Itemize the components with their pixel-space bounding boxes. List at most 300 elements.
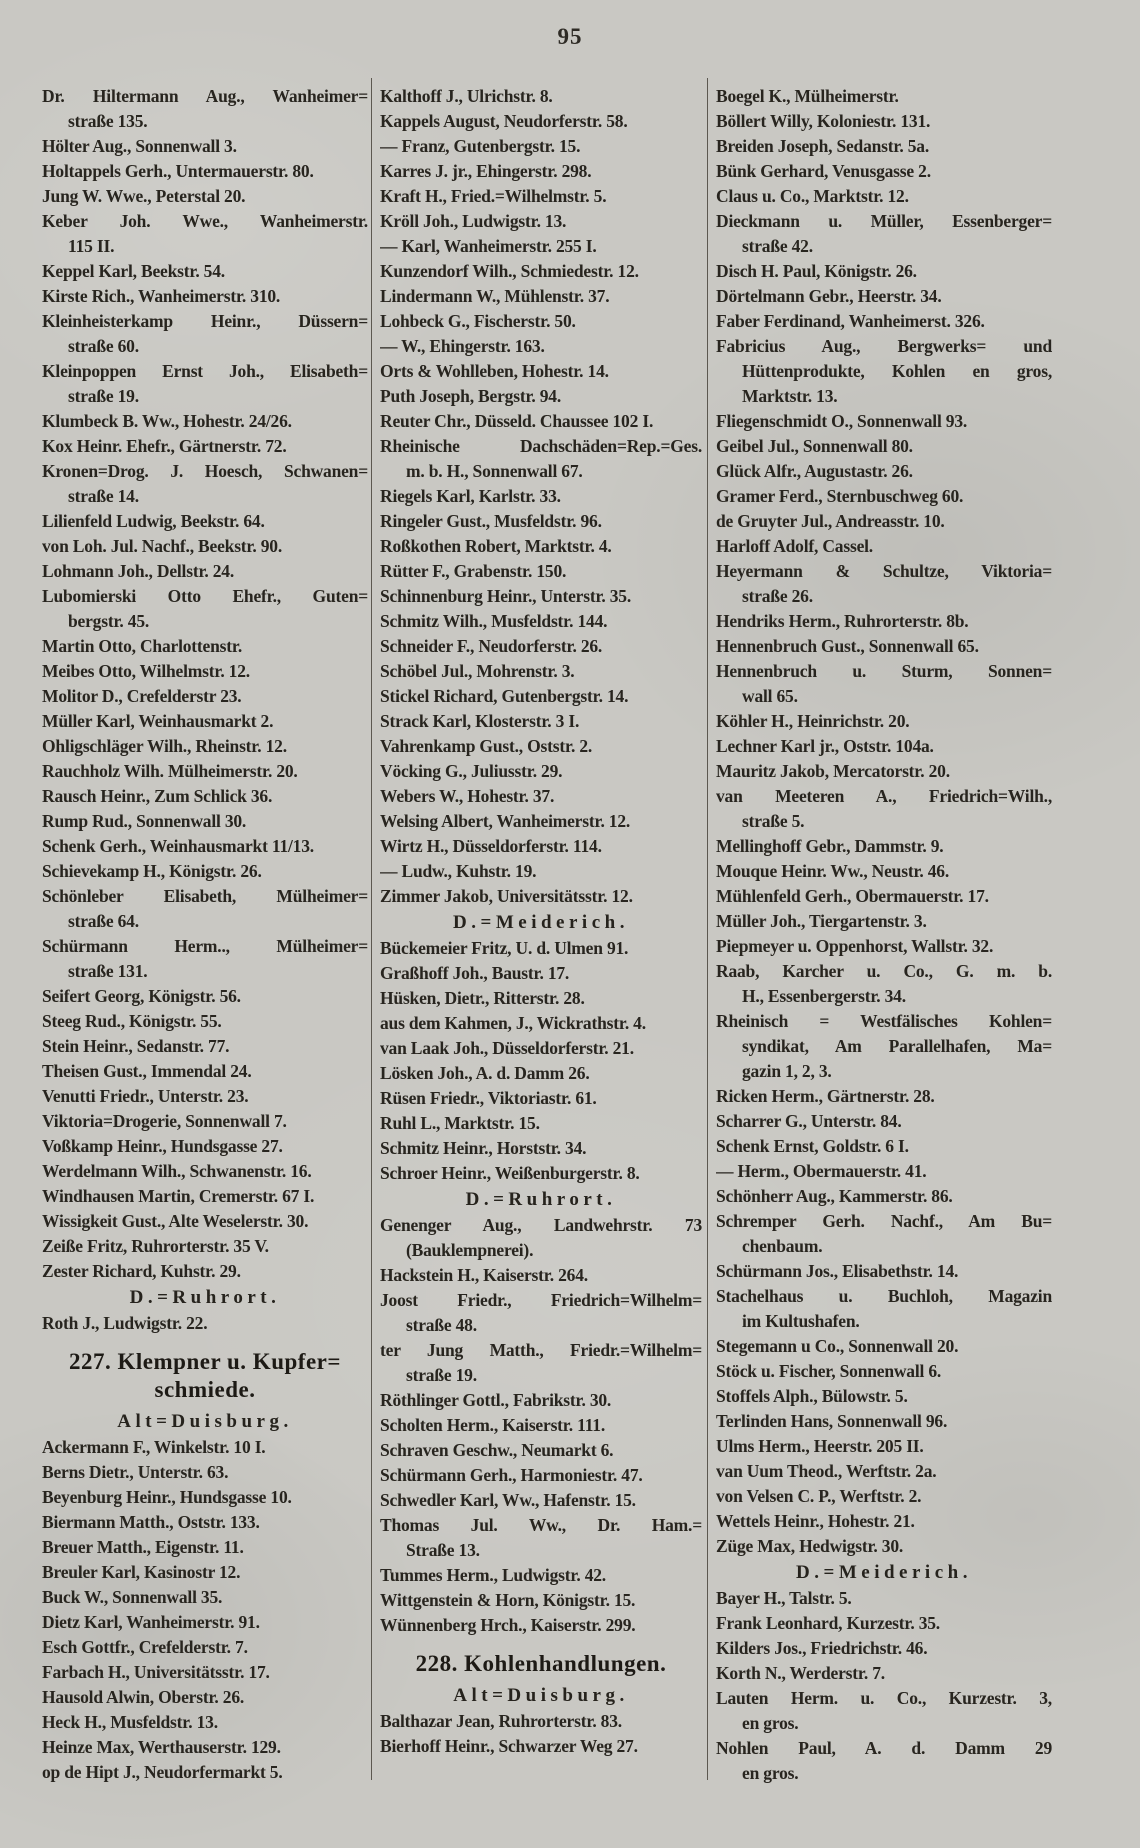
directory-entry [42, 184, 368, 209]
entry-line: Ruhl L., Marktstr. 15. [380, 1113, 540, 1133]
entry-line: Kronen=Drog. J. Hoesch, Schwanen= [42, 461, 368, 481]
entry-line: straße 26. [742, 586, 813, 606]
directory-entry [716, 259, 1052, 284]
entry-line: Lilienfeld Ludwig, Beekstr. 64. [42, 511, 265, 531]
directory-entry [716, 1459, 1052, 1484]
directory-entry [716, 209, 1052, 259]
entry-line: Schönherr Aug., Kammerstr. 86. [716, 1186, 953, 1206]
directory-entry [380, 659, 702, 684]
entry-line: Schroer Heinr., Weißenburgerstr. 8. [380, 1163, 640, 1183]
column-divider-right [707, 78, 708, 1780]
entry-line: Bayer H., Talstr. 5. [716, 1588, 852, 1608]
directory-entry [42, 1159, 368, 1184]
directory-entry [42, 259, 368, 284]
entry-line: Müller Joh., Tiergartenstr. 3. [716, 911, 927, 931]
district-subheader: Alt=Duisburg. [453, 1685, 629, 1706]
directory-entry [42, 859, 368, 884]
directory-entry [42, 809, 368, 834]
directory-entry [380, 334, 702, 359]
entry-line: Claus u. Co., Marktstr. 12. [716, 186, 909, 206]
directory-entry [380, 1488, 702, 1513]
entry-line: Müller Karl, Weinhausmarkt 2. [42, 711, 274, 731]
entry-line: Disch H. Paul, Königstr. 26. [716, 261, 917, 281]
entry-line: Bünk Gerhard, Venusgasse 2. [716, 161, 931, 181]
entry-line: Thomas Jul. Ww., Dr. Ham.= [380, 1515, 702, 1535]
entry-line: Ohligschläger Wilh., Rheinstr. 12. [42, 736, 287, 756]
entry-line: straße 135. [68, 111, 148, 131]
entry-line: 115 II. [68, 236, 115, 256]
entry-line: (Bauklempnerei). [406, 1240, 534, 1260]
entry-line: Tummes Herm., Ludwigstr. 42. [380, 1565, 606, 1585]
directory-entry [380, 834, 702, 859]
district-subheader: Alt=Duisburg. [117, 1411, 293, 1432]
entry-line: Schremper Gerh. Nachf., Am Bu= [716, 1211, 1052, 1231]
directory-entry [42, 1259, 368, 1284]
entry-line: Roßkothen Robert, Marktstr. 4. [380, 536, 612, 556]
directory-entry [380, 986, 702, 1011]
directory-entry [716, 334, 1052, 409]
entry-line: van Meeteren A., Friedrich=Wilh., [716, 786, 1052, 806]
entry-line: Scharrer G., Unterstr. 84. [716, 1111, 902, 1131]
entry-line: Stickel Richard, Gutenbergstr. 14. [380, 686, 629, 706]
entry-line: Schneider F., Neudorferstr. 26. [380, 636, 603, 656]
entry-line: Schönleber Elisabeth, Mülheimer= [42, 886, 368, 906]
directory-entry [716, 1159, 1052, 1184]
entry-line: Rauchholz Wilh. Mülheimerstr. 20. [42, 761, 298, 781]
directory-entry [42, 1059, 368, 1084]
directory-entry [42, 434, 368, 459]
directory-entry [380, 1263, 702, 1288]
entry-line: Rütter F., Grabenstr. 150. [380, 561, 567, 581]
directory-entry [380, 784, 702, 809]
entry-line: H., Essenbergerstr. 34. [742, 986, 906, 1006]
directory-entry [380, 1613, 702, 1638]
directory-entry [42, 734, 368, 759]
entry-line: Dr. Hiltermann Aug., Wanheimer= [42, 86, 368, 106]
entry-line: Böllert Willy, Koloniestr. 131. [716, 111, 931, 131]
entry-line: Schürmann Herm.., Mülheimer= [42, 936, 368, 956]
entry-line: Hennenbruch Gust., Sonnenwall 65. [716, 636, 979, 656]
directory-entry [716, 1409, 1052, 1434]
entry-line: Schievekamp H., Königstr. 26. [42, 861, 262, 881]
entry-line: Vahrenkamp Gust., Oststr. 2. [380, 736, 593, 756]
directory-entry [716, 284, 1052, 309]
entry-line: Viktoria=Drogerie, Sonnenwall 7. [42, 1111, 287, 1131]
entry-line: Ricken Herm., Gärtnerstr. 28. [716, 1086, 935, 1106]
entry-line: Mauritz Jakob, Mercatorstr. 20. [716, 761, 950, 781]
entry-line: Schinnenburg Heinr., Unterstr. 35. [380, 586, 632, 606]
directory-entry [716, 784, 1052, 834]
directory-entry [716, 1184, 1052, 1209]
entry-line: Roth J., Ludwigstr. 22. [42, 1313, 208, 1333]
directory-entry [42, 884, 368, 934]
directory-entry [380, 84, 702, 109]
entry-line: Karres J. jr., Ehingerstr. 298. [380, 161, 592, 181]
entry-line: Heyermann & Schultze, Viktoria= [716, 561, 1052, 581]
entry-line: Wittgenstein & Horn, Königstr. 15. [380, 1590, 636, 1610]
directory-entry [716, 1109, 1052, 1134]
directory-entry [380, 1463, 702, 1488]
entry-line: Nohlen Paul, A. d. Damm 29 [716, 1738, 1052, 1758]
entry-line: Kilders Jos., Friedrichstr. 46. [716, 1638, 928, 1658]
directory-entry [42, 1735, 368, 1760]
directory-entry [380, 434, 702, 484]
district-subheader: D.=Ruhrort. [465, 1189, 617, 1210]
directory-entry [380, 1111, 702, 1136]
directory-entry [42, 1635, 368, 1660]
entry-line: Meibes Otto, Wilhelmstr. 12. [42, 661, 250, 681]
entry-line: Jung W. Wwe., Peterstal 20. [42, 186, 246, 206]
entry-line: Rausch Heinr., Zum Schlick 36. [42, 786, 273, 806]
entry-line: Zeiße Fritz, Ruhrorterstr. 35 V. [42, 1236, 269, 1256]
entry-line: Heinze Max, Werthauserstr. 129. [42, 1737, 281, 1757]
directory-entry [380, 259, 702, 284]
directory-entry [42, 934, 368, 984]
entry-line: Wirtz H., Düsseldorferstr. 114. [380, 836, 602, 856]
directory-entry [716, 834, 1052, 859]
directory-entry [380, 734, 702, 759]
directory-entry [716, 709, 1052, 734]
directory-entry [716, 409, 1052, 434]
directory-entry [380, 859, 702, 884]
directory-entry [716, 634, 1052, 659]
section-header-line: schmiede. [154, 1377, 256, 1402]
column-divider-left [371, 78, 372, 1780]
entry-line: Rheinisch = Westfälisches Kohlen= [716, 1011, 1052, 1031]
directory-entry [42, 1435, 368, 1460]
entry-line: Ackermann F., Winkelstr. 10 I. [42, 1437, 266, 1457]
directory-entry [716, 434, 1052, 459]
directory-entry [380, 936, 702, 961]
entry-line: Steeg Rud., Königstr. 55. [42, 1011, 222, 1031]
directory-entry [716, 909, 1052, 934]
entry-line: Keppel Karl, Beekstr. 54. [42, 261, 225, 281]
directory-entry [380, 309, 702, 334]
entry-line: Schmitz Wilh., Musfeldstr. 144. [380, 611, 608, 631]
directory-entry [380, 1413, 702, 1438]
directory-entry [716, 1284, 1052, 1334]
district-subheader: D.=Meiderich. [453, 912, 629, 933]
entry-line: Seifert Georg, Königstr. 56. [42, 986, 241, 1006]
directory-entry [42, 1660, 368, 1685]
entry-line: Korth N., Werderstr. 7. [716, 1663, 885, 1683]
page-number: 95 [557, 24, 583, 49]
entry-line: Breuler Karl, Kasinostr 12. [42, 1562, 241, 1582]
directory-entry [716, 1611, 1052, 1636]
directory-entry [716, 1209, 1052, 1259]
directory-entry [42, 784, 368, 809]
directory-entry [380, 1513, 702, 1563]
directory-entry [380, 1588, 702, 1613]
entry-line: Scholten Herm., Kaiserstr. 111. [380, 1415, 606, 1435]
directory-entry [716, 1686, 1052, 1736]
entry-line: Reuter Chr., Düsseld. Chaussee 102 I. [380, 411, 654, 431]
entry-line: — Karl, Wanheimerstr. 255 I. [380, 236, 597, 256]
directory-column-middle [380, 84, 702, 1804]
entry-line: Fabricius Aug., Bergwerks= und [716, 336, 1052, 356]
entry-line: Bückemeier Fritz, U. d. Ulmen 91. [380, 938, 629, 958]
entry-line: Lohbeck G., Fischerstr. 50. [380, 311, 576, 331]
entry-line: Graßhoff Joh., Baustr. 17. [380, 963, 570, 983]
entry-line: — Ludw., Kuhstr. 19. [380, 861, 537, 881]
entry-line: Straße 13. [406, 1540, 480, 1560]
entry-line: von Loh. Jul. Nachf., Beekstr. 90. [42, 536, 283, 556]
directory-entry [42, 1009, 368, 1034]
entry-line: m. b. H., Sonnenwall 67. [406, 461, 583, 481]
entry-line: — Franz, Gutenbergstr. 15. [380, 136, 581, 156]
entry-line: Kraft H., Fried.=Wilhelmstr. 5. [380, 186, 607, 206]
directory-entry [380, 1709, 702, 1734]
directory-entry [716, 184, 1052, 209]
entry-line: Voßkamp Heinr., Hundsgasse 27. [42, 1136, 283, 1156]
entry-line: Keber Joh. Wwe., Wanheimerstr. [42, 211, 368, 231]
entry-line: Orts & Wohlleben, Hohestr. 14. [380, 361, 609, 381]
directory-entry [380, 884, 702, 909]
directory-entry [42, 834, 368, 859]
directory-entry [716, 1661, 1052, 1686]
directory-entry [380, 359, 702, 384]
entry-line: van Laak Joh., Düsseldorferstr. 21. [380, 1038, 634, 1058]
directory-entry [380, 1734, 702, 1759]
directory-entry [42, 1134, 368, 1159]
entry-line: Mouque Heinr. Ww., Neustr. 46. [716, 861, 950, 881]
directory-entry [42, 1510, 368, 1535]
directory-entry [380, 1011, 702, 1036]
entry-line: Farbach H., Universitätsstr. 17. [42, 1662, 270, 1682]
directory-entry [380, 159, 702, 184]
directory-entry [42, 134, 368, 159]
entry-line: Hüttenprodukte, Kohlen en gros, [742, 361, 1052, 381]
entry-line: Buck W., Sonnenwall 35. [42, 1587, 223, 1607]
directory-entry [716, 1359, 1052, 1384]
directory-entry [716, 459, 1052, 484]
entry-line: Balthazar Jean, Ruhrorterstr. 83. [380, 1711, 622, 1731]
entry-line: Dietz Karl, Wanheimerstr. 91. [42, 1612, 260, 1632]
entry-line: Schmitz Heinr., Horststr. 34. [380, 1138, 587, 1158]
directory-entry [42, 1710, 368, 1735]
entry-line: Biermann Matth., Oststr. 133. [42, 1512, 260, 1532]
directory-entry [380, 961, 702, 986]
entry-line: Bierhoff Heinr., Schwarzer Weg 27. [380, 1736, 638, 1756]
entry-line: Kirste Rich., Wanheimerstr. 310. [42, 286, 281, 306]
entry-line: Schwedler Karl, Ww., Hafenstr. 15. [380, 1490, 636, 1510]
section-header-line: 227. Klempner u. Kupfer= [69, 1349, 341, 1374]
directory-entry [716, 1084, 1052, 1109]
entry-line: Schraven Geschw., Neumarkt 6. [380, 1440, 614, 1460]
directory-entry [380, 634, 702, 659]
entry-line: Kunzendorf Wilh., Schmiedestr. 12. [380, 261, 639, 281]
directory-column-left [42, 84, 368, 1804]
entry-line: Venutti Friedr., Unterstr. 23. [42, 1086, 249, 1106]
directory-entry [42, 984, 368, 1009]
entry-line: Stachelhaus u. Buchloh, Magazin [716, 1286, 1052, 1306]
directory-entry [716, 1434, 1052, 1459]
entry-line: Breuer Matth., Eigenstr. 11. [42, 1537, 244, 1557]
directory-entry [716, 84, 1052, 109]
directory-entry [42, 1560, 368, 1585]
entry-line: straße 42. [742, 236, 813, 256]
entry-line: Hendriks Herm., Ruhrorterstr. 8b. [716, 611, 969, 631]
directory-entry [716, 1509, 1052, 1534]
directory-entry [42, 459, 368, 509]
directory-entry [380, 684, 702, 709]
entry-line: von Velsen C. P., Werftstr. 2. [716, 1486, 922, 1506]
directory-entry [42, 409, 368, 434]
entry-line: Geibel Jul., Sonnenwall 80. [716, 436, 913, 456]
directory-entry [42, 1485, 368, 1510]
entry-line: straße 131. [68, 961, 148, 981]
directory-entry [380, 559, 702, 584]
entry-line: Lindermann W., Mühlenstr. 37. [380, 286, 610, 306]
directory-entry [380, 509, 702, 534]
entry-line: Schenk Gerh., Weinhausmarkt 11/13. [42, 836, 314, 856]
entry-line: Strack Karl, Klosterstr. 3 I. [380, 711, 580, 731]
directory-entry [42, 1034, 368, 1059]
district-subheader: D.=Ruhrort. [129, 1287, 281, 1308]
directory-entry [716, 109, 1052, 134]
entry-line: straße 64. [68, 911, 139, 931]
entry-line: Rüsen Friedr., Viktoriastr. 61. [380, 1088, 597, 1108]
directory-entry [380, 759, 702, 784]
directory-entry [380, 1136, 702, 1161]
directory-entry [716, 534, 1052, 559]
directory-entry [716, 1586, 1052, 1611]
entry-line: Wissigkeit Gust., Alte Weselerstr. 30. [42, 1211, 309, 1231]
directory-entry [42, 1685, 368, 1710]
entry-line: Harloff Adolf, Cassel. [716, 536, 873, 556]
entry-line: Kappels August, Neudorferstr. 58. [380, 111, 628, 131]
directory-entry [716, 734, 1052, 759]
directory-entry [716, 884, 1052, 909]
directory-entry [42, 1610, 368, 1635]
entry-line: Beyenburg Heinr., Hundsgasse 10. [42, 1487, 292, 1507]
entry-line: Theisen Gust., Immendal 24. [42, 1061, 252, 1081]
directory-entry [42, 84, 368, 134]
entry-line: Breiden Joseph, Sedanstr. 5a. [716, 136, 929, 156]
directory-entry [380, 384, 702, 409]
entry-line: Genenger Aug., Landwehrstr. 73 [380, 1215, 702, 1235]
entry-line: de Gruyter Jul., Andreasstr. 10. [716, 511, 945, 531]
entry-line: Züge Max, Hedwigstr. 30. [716, 1536, 904, 1556]
entry-line: Webers W., Hohestr. 37. [380, 786, 555, 806]
directory-entry [716, 1259, 1052, 1284]
directory-entry [42, 1311, 368, 1336]
entry-line: van Uum Theod., Werftstr. 2a. [716, 1461, 937, 1481]
directory-entry [42, 1234, 368, 1259]
directory-entry [716, 934, 1052, 959]
directory-entry [42, 284, 368, 309]
directory-entry [380, 1061, 702, 1086]
directory-entry [380, 1563, 702, 1588]
entry-line: straße 19. [68, 386, 139, 406]
entry-line: Röthlinger Gottl., Fabrikstr. 30. [380, 1390, 612, 1410]
entry-line: gazin 1, 2, 3. [742, 1061, 832, 1081]
entry-line: Schenk Ernst, Goldstr. 6 I. [716, 1136, 909, 1156]
section-header [42, 1348, 368, 1404]
entry-line: Kröll Joh., Ludwigstr. 13. [380, 211, 567, 231]
entry-line: im Kultushafen. [742, 1311, 860, 1331]
entry-line: Piepmeyer u. Oppenhorst, Wallstr. 32. [716, 936, 994, 956]
directory-entry [716, 1534, 1052, 1559]
entry-line: Marktstr. 13. [742, 386, 838, 406]
entry-line: Gramer Ferd., Sternbuschweg 60. [716, 486, 964, 506]
directory-entry [716, 1009, 1052, 1084]
directory-entry [380, 134, 702, 159]
entry-line: straße 19. [406, 1365, 477, 1385]
entry-line: Zester Richard, Kuhstr. 29. [42, 1261, 241, 1281]
entry-line: wall 65. [742, 686, 798, 706]
directory-entry [716, 559, 1052, 609]
directory-entry [380, 409, 702, 434]
entry-line: Dörtelmann Gebr., Heerstr. 34. [716, 286, 942, 306]
directory-entry [42, 1209, 368, 1234]
entry-line: Köhler H., Heinrichstr. 20. [716, 711, 910, 731]
entry-line: straße 14. [68, 486, 139, 506]
entry-line: Rheinische Dachschäden=Rep.=Ges. [380, 436, 702, 456]
directory-entry [42, 534, 368, 559]
directory-entry [42, 209, 368, 259]
entry-line: Schöbel Jul., Mohrenstr. 3. [380, 661, 575, 681]
directory-entry [42, 1585, 368, 1610]
entry-line: Dieckmann u. Müller, Essenberger= [716, 211, 1052, 231]
directory-entry [716, 859, 1052, 884]
entry-line: Faber Ferdinand, Wanheimerst. 326. [716, 311, 985, 331]
section-header-line: 228. Kohlenhandlungen. [415, 1651, 667, 1676]
entry-line: Martin Otto, Charlottenstr. [42, 636, 243, 656]
entry-line: Stein Heinr., Sedanstr. 77. [42, 1036, 230, 1056]
directory-entry [716, 509, 1052, 534]
directory-entry [380, 484, 702, 509]
entry-line: Hüsken, Dietr., Ritterstr. 28. [380, 988, 585, 1008]
entry-line: Hausold Alwin, Oberstr. 26. [42, 1687, 245, 1707]
entry-line: Esch Gottfr., Crefelderstr. 7. [42, 1637, 248, 1657]
entry-line: en gros. [742, 1763, 799, 1783]
entry-line: Heck H., Musfeldstr. 13. [42, 1712, 218, 1732]
section-header [380, 1650, 702, 1678]
entry-line: Fliegenschmidt O., Sonnenwall 93. [716, 411, 968, 431]
entry-line: Joost Friedr., Friedrich=Wilhelm= [380, 1290, 702, 1310]
directory-entry [380, 284, 702, 309]
directory-entry [716, 1334, 1052, 1359]
entry-line: Riegels Karl, Karlstr. 33. [380, 486, 561, 506]
entry-line: Mellinghoff Gebr., Dammstr. 9. [716, 836, 944, 856]
directory-entry [380, 709, 702, 734]
directory-entry [716, 309, 1052, 334]
entry-line: Lubomierski Otto Ehefr., Guten= [42, 586, 368, 606]
entry-line: Schürmann Jos., Elisabethstr. 14. [716, 1261, 959, 1281]
directory-entry [716, 1484, 1052, 1509]
directory-entry [42, 1109, 368, 1134]
entry-line: Hennenbruch u. Sturm, Sonnen= [716, 661, 1052, 681]
entry-line: Raab, Karcher u. Co., G. m. b. [716, 961, 1052, 981]
directory-entry [380, 209, 702, 234]
entry-line: Rump Rud., Sonnenwall 30. [42, 811, 247, 831]
directory-entry [380, 1213, 702, 1263]
entry-line: Mühlenfeld Gerh., Obermauerstr. 17. [716, 886, 989, 906]
directory-entry [42, 1535, 368, 1560]
entry-line: Ulms Herm., Heerstr. 205 II. [716, 1436, 924, 1456]
directory-entry [42, 309, 368, 359]
entry-line: Lechner Karl jr., Oststr. 104a. [716, 736, 934, 756]
entry-line: Werdelmann Wilh., Schwanenstr. 16. [42, 1161, 312, 1181]
directory-entry [42, 659, 368, 684]
entry-line: Molitor D., Crefelderstr 23. [42, 686, 242, 706]
directory-entry [716, 659, 1052, 709]
directory-entry [380, 1338, 702, 1388]
directory-entry [380, 1438, 702, 1463]
entry-line: Klumbeck B. Ww., Hohestr. 24/26. [42, 411, 292, 431]
entry-line: bergstr. 45. [68, 611, 150, 631]
